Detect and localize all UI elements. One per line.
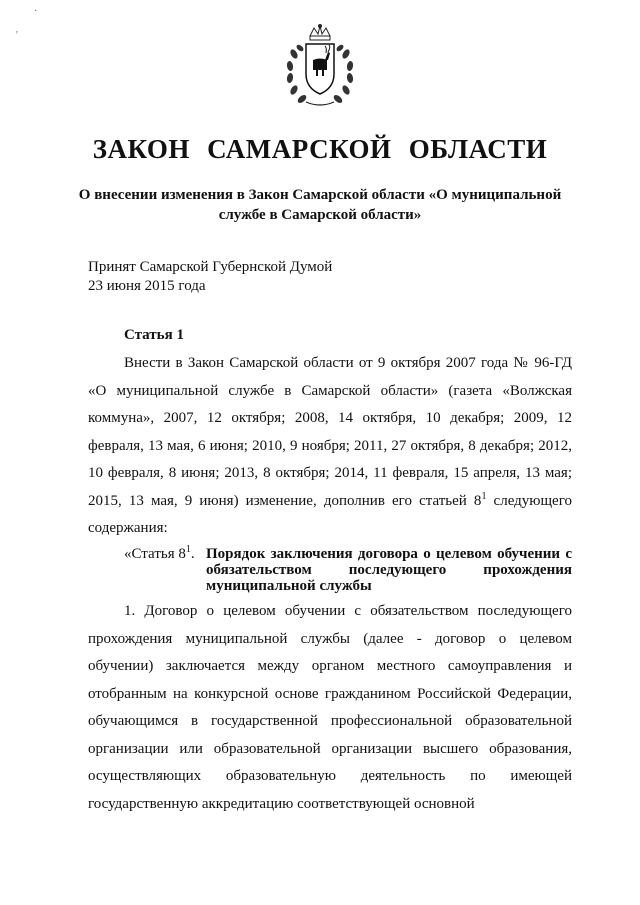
scan-mark: ' [16,30,18,41]
adoption-date: 23 июня 2015 года [88,278,206,294]
article-8-1-label-text: «Статья 8 [124,546,186,562]
adoption-body: Принят Самарской Губернской Думой [88,259,333,275]
article-1-tail: следующего содержания: [88,492,572,536]
adoption-info [88,258,332,296]
law-title: ЗАКОН САМАРСКОЙ ОБЛАСТИ [92,134,548,164]
article-1-text [88,350,572,543]
point-1-body: 1. Договор о целевом обучении с обязательством последующего прохождения муниципальной службы (далее - договор о целевом обучении) заключается между органом местного самоуправления и отобранным на конкурсной основе гражданином Российской Федерации, обучающимся в государственной профессиональной образовательной организации или образовательной организации высшего образования, осуществляющих образовательную деятельность по имеющей государственную аккредитацию соответствующей основной [88,603,572,812]
article-1-superscript: 1 [481,490,487,502]
point-1-text [88,598,572,818]
article-1-body: Внести в Закон Самарской области от 9 октября 2007 года № 96-ГД «О муниципальной службе в Самарской области» (газета «Волжская коммуна», 2007, 12 октября; 2008, 14 октября, 10 декабря; 2009, 12 февраля, 13 мая, 6 июня; 2010, 9 ноября; 2011, 27 октября, 8 декабря; 2012, 10 февраля, 8 июня; 2013, 8 октября; 2014, 11 февраля, 15 апреля, 13 мая; 2015, 13 мая, 9 июня) изменение, дополнив его статьей 8 [88,355,572,509]
law-subtitle: О внесении изменения в Закон Самарской области «О муниципальной службе в Самарской области» [78,187,562,223]
article-8-1-label-superscript: 1 [185,544,191,555]
article-8-1-label-tail: . [190,546,195,562]
scan-mark: · [34,6,38,17]
article-8-1-label [124,546,195,562]
coat-of-arms-emblem [284,24,356,108]
article-8-1-heading: Порядок заключения договора о целевом обучении с обязательством последующего прохождения муниципальной службы [206,546,572,594]
article-1-title: Статья 1 [124,327,184,343]
